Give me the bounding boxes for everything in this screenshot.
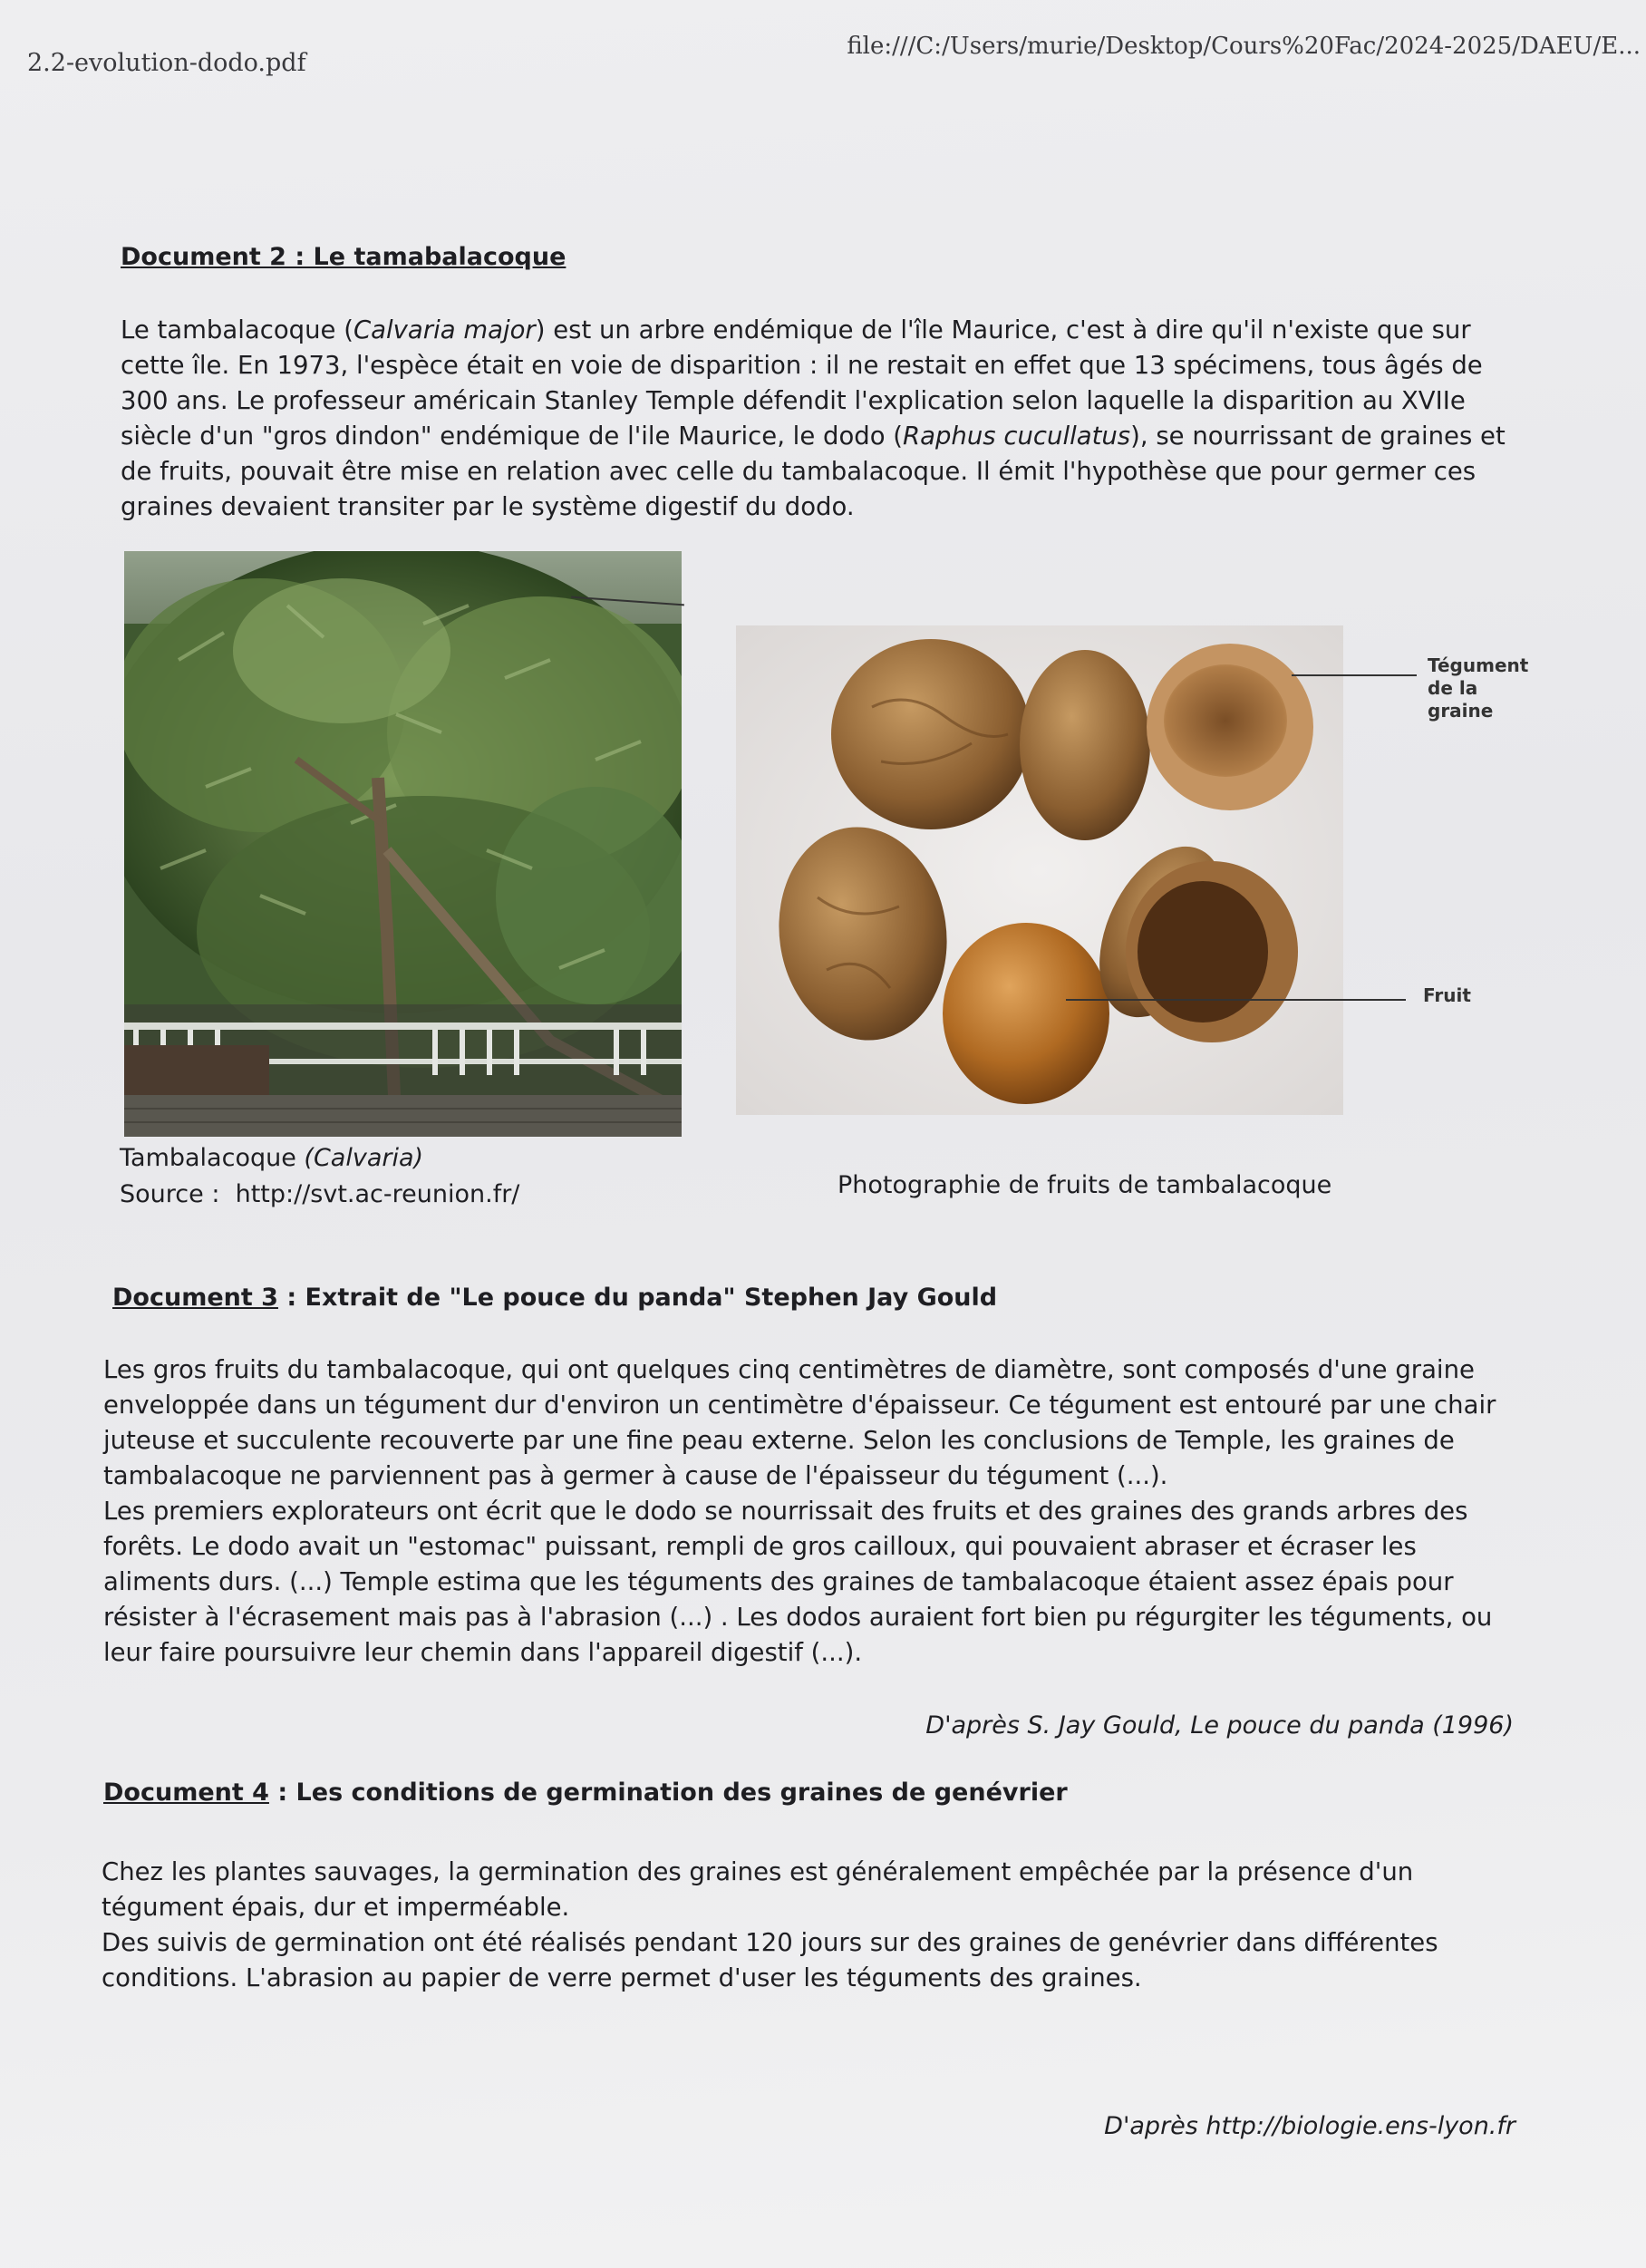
- species-name: Calvaria major: [353, 315, 536, 344]
- doc2-paragraph: [121, 313, 1535, 525]
- tegument-annotation: Tégument de la graine: [1428, 654, 1529, 722]
- tree-source: Source : http://svt.ac-reunion.fr/: [120, 1180, 520, 1208]
- fruit-annotation-line: [1066, 999, 1406, 1001]
- paragraph-run: ), se nourrissant de graines et de fruits, pouvait être mise en relation avec celle du tambalacoque. Il émit l'hypothèse que pour germer ces graines devaient transiter par le système digestif du dodo.: [121, 422, 1506, 521]
- doc3-title-text: : Extrait de "Le pouce du panda" Stephen Jay Gould: [277, 1284, 998, 1312]
- doc2-paragraph-text: [121, 313, 1535, 525]
- doc4-source: D'après http://biologie.ens-lyon.fr: [1104, 2112, 1515, 2140]
- doc4-paragraph-2: Des suivis de germination ont été réalisés pendant 120 jours sur des graines de genévrier dans différentes conditions. L'abrasion au papier de verre permet d'user les téguments des graines.: [102, 1928, 1438, 1992]
- species-name: Raphus cucullatus: [903, 422, 1131, 451]
- doc4-title-number: Document 4: [103, 1779, 269, 1807]
- paragraph-run: ) est un arbre endémique de l'île Maurice, c'est à dire qu'il n'existe que sur cette île. En 1973, l'espèce était en voie de disparition : il ne restait en effet que 13 spécimens, tous âgés de 300 ans. Le professeur américain Stanley Temple défendit l'explication selon laquelle la disparition au XVIIe siècle d'un "gros dindon" endémique de l'ile Maurice, le dodo (: [121, 315, 1483, 451]
- doc2-title-label: Document 2 : Le tamabalacoque: [121, 243, 566, 271]
- tree-caption-text: Tambalacoque: [120, 1144, 305, 1172]
- doc3-paragraph-1: Les gros fruits du tambalacoque, qui ont quelques cinq centimètres de diamètre, sont composés d'une graine enveloppée dans un tégument dur d'environ un centimètre d'épaisseur. Ce tégument est entouré par une chair juteuse et succulente recouverte par une fine peau externe. Selon les conclusions de Temple, les graines de tambalacoque ne parviennent pas à germer à cause de l'épaisseur du tégument (...).: [103, 1355, 1496, 1490]
- pdf-filename: 2.2-evolution-dodo.pdf: [27, 49, 306, 77]
- fruit-annotation: Fruit: [1423, 984, 1471, 1006]
- doc3-source: D'après S. Jay Gould, Le pouce du panda (1996): [925, 1711, 1514, 1740]
- doc3-paragraph: [103, 1352, 1526, 1671]
- doc4-paragraph-1: Chez les plantes sauvages, la germination des graines est généralement empêchée par la présence d'un tégument épais, dur et imperméable.: [102, 1857, 1414, 1922]
- doc3-paragraph-2: Les premiers explorateurs ont écrit que le dodo se nourrissait des fruits et des graines des grands arbres des forêts. Le dodo avait un "estomac" puissant, rempli de gros cailloux, qui pouvaient abraser et écraser les aliments durs. (...) Temple estima que les téguments des graines de tambalacoque étaient assez épais pour résister à l'écrasement mais pas à l'abrasion (...) . Les dodos auraient fort bien pu régurgiter les téguments, ou leur faire poursuivre leur chemin dans l'appareil digestif (...).: [103, 1497, 1493, 1667]
- doc3-title-number: Document 3: [112, 1284, 278, 1312]
- tambalacoque-fruits-photo: [736, 625, 1343, 1115]
- tree-caption-species: (Calvaria): [304, 1144, 424, 1172]
- paragraph-run: Le tambalacoque (: [121, 315, 353, 344]
- doc2-title: [121, 243, 566, 271]
- doc4-title-text: : Les conditions de germination des graines de genévrier: [268, 1779, 1068, 1807]
- tree-caption: [120, 1144, 423, 1172]
- pdf-file-path: file:///C:/Users/murie/Desktop/Cours%20Fac/2024-2025/DAEU/E...: [847, 33, 1641, 60]
- tree-photo-drawing: [124, 551, 682, 1137]
- tambalacoque-tree-photo: [124, 551, 682, 1137]
- doc3-title: [112, 1284, 997, 1312]
- doc4-paragraph: [102, 1855, 1515, 1996]
- doc4-title: [103, 1779, 1068, 1807]
- fruits-photo-drawing: [736, 625, 1343, 1115]
- tegument-annotation-line: [1292, 674, 1417, 676]
- fruit-caption: Photographie de fruits de tambalacoque: [838, 1171, 1332, 1199]
